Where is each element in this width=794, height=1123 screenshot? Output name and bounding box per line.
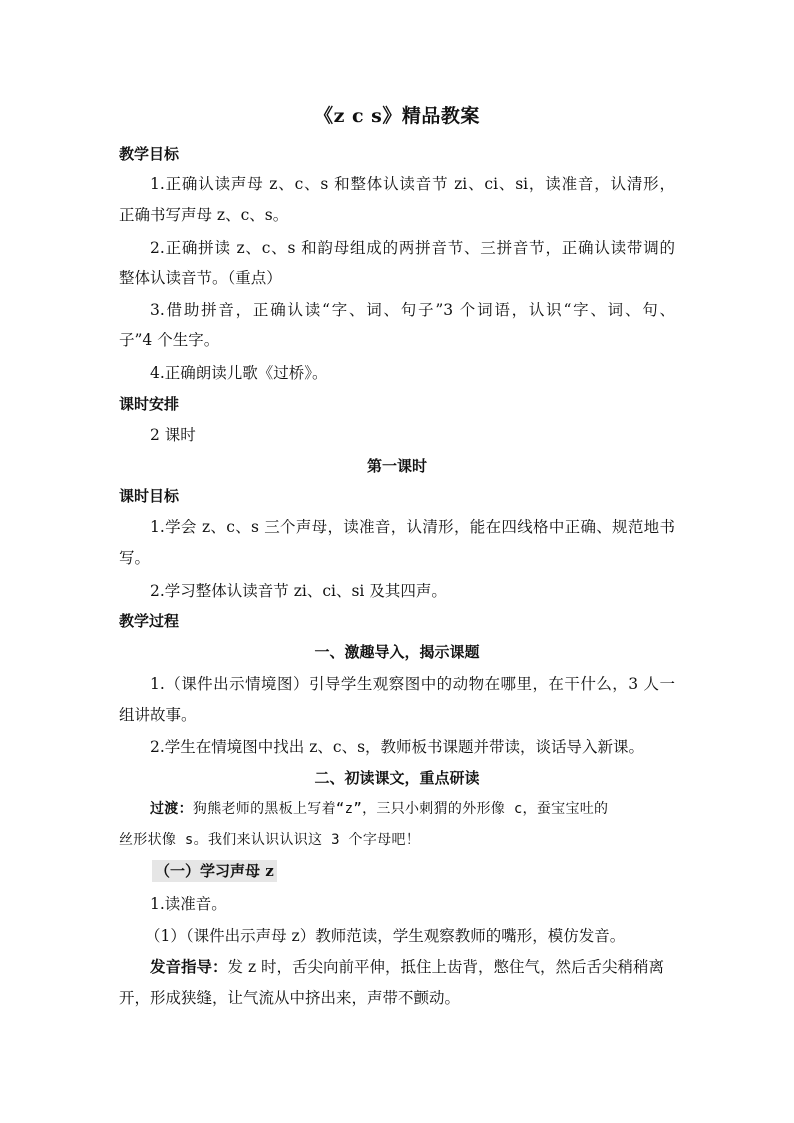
transition-line-1: 过渡：狗熊老师的黑板上写着“z”，三只小刺猬的外形像 c，蚕宝宝吐的 [150,801,609,817]
lesson-goal-2: 2.学习整体认读音节 zi、ci、si 及其四声。 [150,582,447,600]
pronunciation-guide-line-1: 发音指导：发 z 时，舌尖向前平伸，抵住上齿背，憋住气，然后舌尖稍稍离 [150,957,665,976]
part-1-item-2: 2.学生在情境图中找出 z、c、s，教师板书课题并带读，谈话导入新课。 [150,738,645,756]
transition-line-2: 丝形状像 s。我们来认识认识这 3 个字母吧！ [119,832,421,848]
teaching-goals-heading: 教学目标 [119,145,180,163]
goal-2-line-2: 整体认读音节。（重点） [119,269,282,287]
goal-2-line-1: 2.正确拼读 z、c、s 和韵母组成的两拼音节、三拼音节，正确认读带调的 [150,239,675,257]
subsection-z-heading: （一）学习声母 z [152,860,277,882]
goal-1-line-1: 1.正确认读声母 z、c、s 和整体认读音节 zi、ci、si，读准音，认清形， [150,175,675,193]
goal-3-line-1: 3.借助拼音，正确认读“字、词、句子”3 个词语，认识“字、词、句、 [150,301,675,319]
guide-label: 发音指导： [150,957,228,976]
transition-label: 过渡： [150,801,193,817]
schedule-value: 2 课时 [150,426,196,444]
read-sound-step-1: （1）（课件出示声母 z）教师范读，学生观察教师的嘴形，模仿发音。 [145,927,626,945]
part-1-item-1-line-2: 组讲故事。 [119,706,197,724]
lesson-goals-heading: 课时目标 [119,487,180,505]
pronunciation-guide-line-2: 开，形成狭缝，让气流从中挤出来，声带不颤动。 [119,989,461,1007]
part-1-heading: 一、激趣导入，揭示课题 [314,643,480,661]
page-title: 《z c s》精品教案 [314,105,480,127]
goal-3-line-2: 子”4 个生字。 [119,331,220,349]
part-1-item-1-line-1: 1.（课件出示情境图）引导学生观察图中的动物在哪里，在干什么，3 人一 [150,675,675,693]
part-2-heading: 二、初读课文，重点研读 [314,769,480,787]
teaching-process-heading: 教学过程 [119,612,180,630]
goal-4: 4.正确朗读儿歌《过桥》。 [150,364,328,382]
goal-1-line-2: 正确书写声母 z、c、s。 [119,206,289,224]
lesson-goal-1-line-1: 1.学会 z、c、s 三个声母，读准音，认清形，能在四线格中正确、规范地书 [150,518,675,536]
lesson-1-heading: 第一课时 [366,457,427,475]
schedule-heading: 课时安排 [119,395,180,413]
read-sound-item: 1.读准音。 [150,895,227,913]
lesson-goal-1-line-2: 写。 [119,549,151,567]
